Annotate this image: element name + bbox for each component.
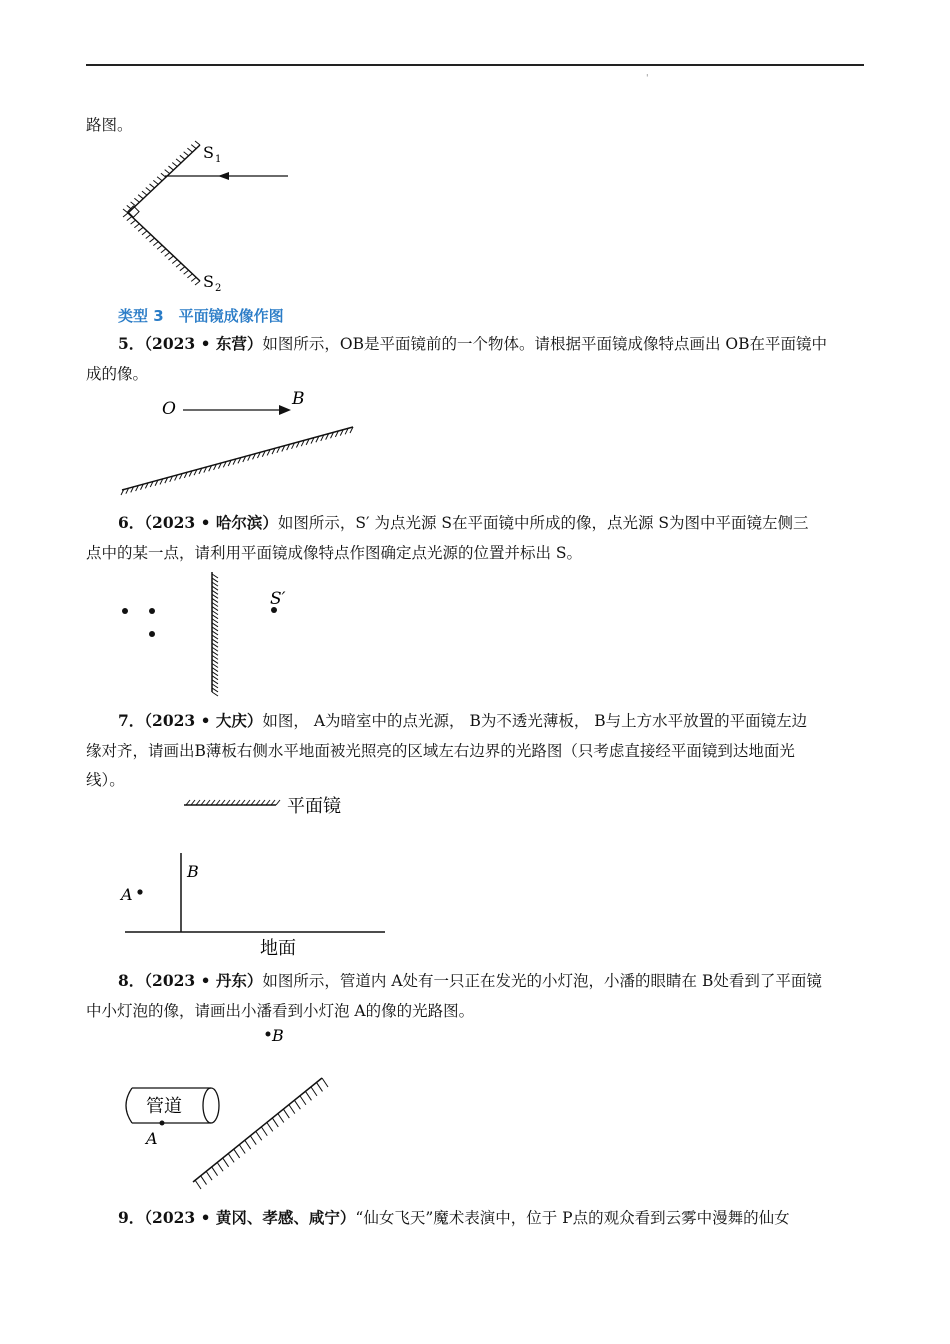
mirror-hatch-mark [176,159,181,163]
mirror-hatch-mark [127,217,132,221]
mirror-hatch-mark [283,1109,289,1118]
mirror-hatch-mark [212,615,218,619]
mirror-hatch-mark [305,1091,311,1100]
mirror-hatch-mark [123,209,128,213]
mirror-hatch-mark [212,659,218,663]
figure-q5 [110,388,370,498]
figure-q6 [110,568,310,698]
mirror-hatch-mark [212,655,218,659]
mirror-hatch-mark [267,1122,273,1131]
label-b: B [292,389,305,409]
mirror-hatch-mark [212,578,218,582]
pipe-end [203,1088,219,1123]
mirror-hatch-mark [261,1127,267,1136]
ob-arrowhead [279,405,291,415]
mirror-hatch-mark [212,619,218,623]
figure-two-mirrors [110,138,310,298]
mirror-hatch-mark [146,188,151,192]
mirror-hatch-mark [212,623,218,627]
mirror-hatch-mark [300,1096,306,1105]
candidate-point-3 [149,631,155,637]
mirror-q8 [193,1078,322,1182]
mirror-hatch-mark [195,141,200,145]
mirror-hatch-mark [142,191,147,195]
mirror-hatch-mark [278,1113,284,1122]
figure-q8 [110,1022,340,1192]
q7-line2: 缘对齐，请画出B薄板右侧水平地面被光照亮的区域左右边界的光路图（只考虑直接经平面镜到达地面光 [86,742,795,760]
mirror-hatch-mark [311,1087,317,1096]
mirror-hatch-mark [184,270,189,274]
pipe-label: 管道 [146,1096,182,1117]
mirror-hatch-mark [138,227,143,231]
mirror-hatch-mark [180,155,185,159]
mirror-hatch-mark [212,627,218,631]
mirror-s1-hatch [123,141,200,213]
mirror-hatch-mark [234,1149,240,1158]
mirror-hatch-mark [272,1118,278,1127]
label-a: A [121,885,133,904]
mirror-hatch-mark [153,242,158,246]
mirror-hatch-mark [146,234,151,238]
mirror-hatch-mark [212,586,218,590]
section-title: 类型 3 平面镜成像作图 [118,307,284,325]
mirror-hatch-mark [245,1140,251,1149]
mirror-hatch-mark [172,162,177,166]
mirror-hatch-mark [250,1136,256,1145]
mirror-hatch-mark [150,184,155,188]
mirror-s1 [128,145,200,213]
mirror-hatch-mark [212,676,218,680]
light-source-a [137,889,142,894]
mirror-hatch-mark [212,643,218,647]
mirror-hatch-mark [138,195,143,199]
header-mark: ' [646,74,649,84]
mirror-hatch-mark [165,252,170,256]
label-b: B [187,862,199,881]
mirror-hatch-mark [212,692,218,696]
mirror-hatch-mark [212,672,218,676]
mirror-hatch-mark [195,281,200,285]
mirror-hatch-mark [212,684,218,688]
mirror-hatch-mark [206,1171,212,1180]
mirror-hatch-mark [212,574,218,578]
mirror-hatch-mark [322,1078,328,1087]
mirror-hatch-mark [212,635,218,639]
ray-arrowhead [218,172,229,180]
mirror-hatch-mark [201,1176,207,1185]
mirror-hatch-mark [212,631,218,635]
mirror-hatch-mark [195,1180,201,1189]
mirror-hatch-mark [142,231,147,235]
label-s2: S [203,272,214,291]
mirror-s2 [128,213,200,281]
mirror-hatch-mark [316,1082,322,1091]
mirror-hatch-mark [294,1100,300,1109]
mirror-hatch-mark [168,256,173,260]
label-b: B [272,1026,284,1045]
mirror-hatch-mark [239,1145,245,1154]
q8-line1: 8．（2023 • 丹东）如图所示，管道内 A处有一只正在发光的小灯泡，小潘的眼睛在 B处看到了平面镜 [118,971,822,990]
mirror-hatch-mark [276,800,280,805]
mirror-hatch-mark [172,260,177,264]
mirror-hatch-mark [289,1105,295,1114]
mirror-hatch-mark [180,267,185,271]
mirror-hatch-mark [212,639,218,643]
mirror-hatch-mark [131,220,136,224]
mirror-hatch-mark [228,1153,234,1162]
ground-label: 地面 [260,938,296,959]
mirror-hatch-mark [176,263,181,267]
q7-line1: 7．（2023 • 大庆）如图， A为暗室中的点光源， B为不透光薄板， B与上方水平放置的平面镜左边 [118,711,808,730]
mirror-hatch-mark [187,274,192,278]
mirror-hatch-mark [153,180,158,184]
mirror-hatch-mark [161,249,166,253]
label-a: A [146,1129,158,1148]
q7-line3: 线）。 [86,771,125,789]
mirror-hatch-mark [212,590,218,594]
mirror-hatch-mark [150,238,155,242]
mirror-hatch-mark [157,177,162,181]
bulb-a [160,1121,165,1126]
mirror-hatch-mark [223,1158,229,1167]
figure-q7 [110,790,390,960]
mirror-hatch-mark [212,594,218,598]
mirror-hatch-mark [134,198,139,202]
mirror-hatch-mark [212,680,218,684]
mirror-hatch-mark [134,224,139,228]
q5-line2: 成的像。 [86,365,149,383]
label-s2-sub: 2 [215,283,222,294]
mirror-hatch-mark [157,245,162,249]
mirror-label: 平面镜 [287,796,341,817]
label-s1-sub: 1 [215,154,222,165]
mirror-hatch-mark [212,664,218,668]
mirror-hatch-mark [191,145,196,149]
mirror-hatch-mark [212,582,218,586]
mirror-hatch-mark [212,607,218,611]
header-rule [86,64,864,66]
q5-line1: 5．（2023 • 东营）如图所示，OB是平面镜前的一个物体。请根据平面镜成像特点画出 OB在平面镜中 [118,334,828,353]
mirror-hatch-mark [212,1167,218,1176]
candidate-point-1 [122,608,128,614]
q6-line2: 点中的某一点，请利用平面镜成像特点作图确定点光源的位置并标出 S。 [86,544,583,562]
mirror-hatch-mark [168,166,173,170]
label-s1: S [203,143,214,162]
mirror-hatch-mark [131,202,136,206]
mirror-hatch-mark [212,651,218,655]
q9-line1: 9．（2023 • 黄冈、孝感、咸宁）“仙女飞天”魔术表演中，位于 P点的观众看到云雾中漫舞的仙女 [118,1208,790,1227]
q8-line2: 中小灯泡的像，请画出小潘看到小灯泡 A的像的光路图。 [86,1002,475,1020]
mirror-hatch-mark [212,611,218,615]
candidate-point-2 [149,608,155,614]
label-s-prime: S′ [270,589,286,609]
mirror-hatch-mark [187,148,192,152]
mirror-hatch-mark [165,170,170,174]
mirror-hatch-mark [123,213,128,217]
mirror-hatch-mark [212,598,218,602]
mirror-hatch-mark [212,602,218,606]
mirror-hatch-mark [217,1162,223,1171]
mirror-hatch-mark [212,688,218,692]
q6-line1: 6．（2023 • 哈尔滨）如图所示，S′ 为点光源 S在平面镜中所成的像，点光源 S为图中平面镜左侧三 [118,513,809,532]
eye-point-b [266,1032,271,1037]
mirror-hatch-mark [256,1131,262,1140]
mirror-hatch-mark [191,277,196,281]
intro-line: 路图。 [86,116,133,134]
mirror-hatch-mark [212,647,218,651]
mirror-hatch-mark [184,152,189,156]
mirror-hatch-mark [212,668,218,672]
label-o: O [162,399,176,419]
